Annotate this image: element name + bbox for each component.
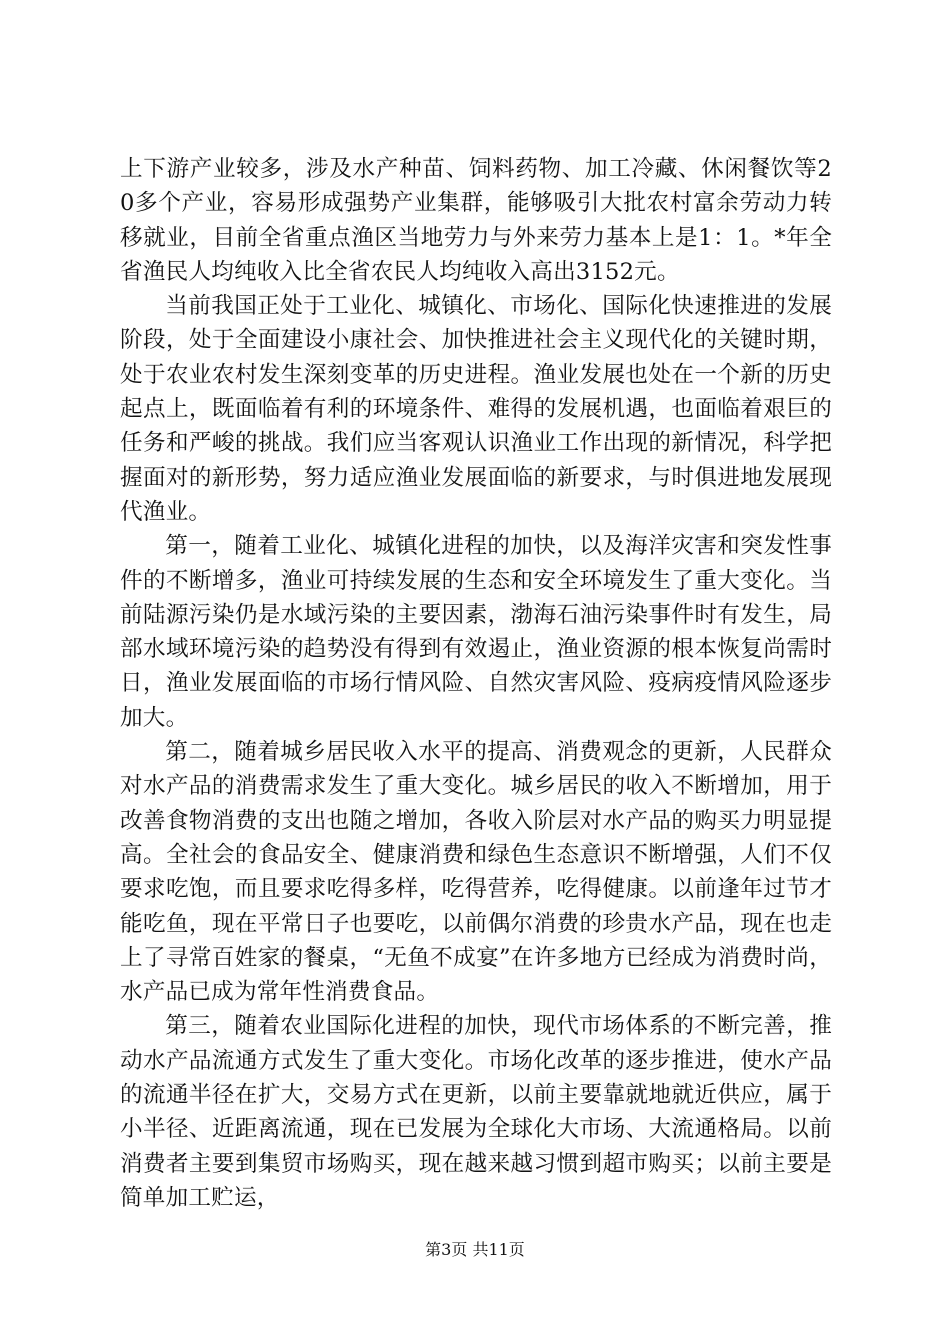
- document-body: [120, 152, 832, 1215]
- page-number-label: 第3页 共11页: [425, 1240, 525, 1259]
- paragraph-3: 第一，随着工业化、城镇化进程的加快，以及海洋灾害和突发性事件的不断增多，渔业可持续发展的生态和安全环境发生了重大变化。当前陆源污染仍是水域污染的主要因素，渤海石油污染事件时有发生，局部水域环境污染的趋势没有得到有效遏止，渔业资源的根本恢复尚需时日，渔业发展面临的市场行情风险、自然灾害风险、疫病疫情风险逐步加大。: [120, 533, 832, 731]
- paragraph-4: 第二，随着城乡居民收入水平的提高、消费观念的更新，人民群众对水产品的消费需求发生了重大变化。城乡居民的收入不断增加，用于改善食物消费的支出也随之增加，各收入阶层对水产品的购买力明显提高。全社会的食品安全、健康消费和绿色生态意识不断增强，人们不仅要求吃饱，而且要求吃得多样，吃得营养，吃得健康。以前逢年过节才能吃鱼，现在平常日子也要吃，以前偶尔消费的珍贵水产品，现在也走上了寻常百姓家的餐桌，“无鱼不成宴”在许多地方已经成为消费时尚，水产品已成为常年性消费食品。: [120, 739, 832, 1006]
- paragraph-2: 当前我国正处于工业化、城镇化、市场化、国际化快速推进的发展阶段，处于全面建设小康社会、加快推进社会主义现代化的关键时期，处于农业农村发生深刻变革的历史进程。渔业发展也处在一个新的历史起点上，既面临着有利的环境条件、难得的发展机遇，也面临着艰巨的任务和严峻的挑战。我们应当客观认识渔业工作出现的新情况，科学把握面对的新形势，努力适应渔业发展面临的新要求，与时俱进地发展现代渔业。: [120, 293, 832, 525]
- page-footer: [0, 1240, 950, 1260]
- paragraph-1: 上下游产业较多，涉及水产种苗、饲料药物、加工冷藏、休闲餐饮等20多个产业，容易形成强势产业集群，能够吸引大批农村富余劳动力转移就业，目前全省重点渔区当地劳力与外来劳力基本上是1：1。*年全省渔民人均纯收入比全省农民人均纯收入高出3152元。: [120, 156, 832, 285]
- paragraph-5: 第三，随着农业国际化进程的加快，现代市场体系的不断完善，推动水产品流通方式发生了重大变化。市场化改革的逐步推进，使水产品的流通半径在扩大，交易方式在更新，以前主要靠就地就近供应，属于小半径、近距离流通，现在已发展为全球化大市场、大流通格局。以前消费者主要到集贸市场购买，现在越来越习惯到超市购买；以前主要是简单加工贮运，: [120, 1013, 832, 1211]
